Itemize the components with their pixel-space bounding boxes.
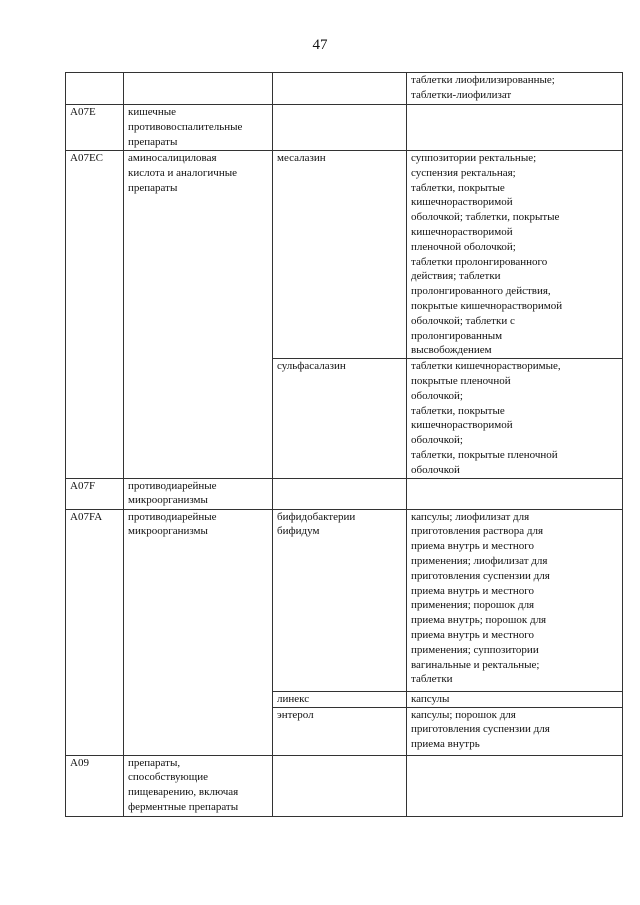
substance-name-cell: месалазин bbox=[273, 151, 407, 359]
dosage-forms-cell: суппозитории ректальные; суспензия ректальная; таблетки, покрытые кишечнорастворимой оболочкой; таблетки, покрытые кишечнорастворимой пленочной оболочкой; таблетки пролонгированного действия; таблетки пролонгированного действия, покрытые кишечнорастворимой оболочкой; таблетки с пролонгированным высвобождением bbox=[407, 151, 623, 359]
table-row bbox=[66, 151, 623, 359]
page-number: 47 bbox=[312, 37, 328, 53]
substance-name-cell bbox=[273, 73, 407, 105]
atc-code-cell bbox=[66, 73, 124, 105]
atc-code-cell: A07F bbox=[66, 478, 124, 509]
table-row bbox=[66, 509, 623, 691]
table-row bbox=[66, 478, 623, 509]
drug-list-table bbox=[65, 72, 623, 817]
dosage-forms-cell: капсулы; порошок для приготовления суспензии для приема внутрь bbox=[407, 707, 623, 755]
substance-name-cell: бифидобактерии бифидум bbox=[273, 509, 407, 691]
table-row bbox=[66, 73, 623, 105]
dosage-forms-cell: капсулы; лиофилизат для приготовления раствора для приема внутрь и местного применения; лиофилизат для приготовления суспензии для приема внутрь и местного применения; порошок для приема внутрь; порошок для приема внутрь и местного применения; суппозитории вагинальные и ректальные; таблетки bbox=[407, 509, 623, 691]
substance-name-cell bbox=[273, 755, 407, 816]
pharmacological-group-cell: противодиарейные микроорганизмы bbox=[124, 478, 273, 509]
pharmacological-group-cell bbox=[124, 73, 273, 105]
atc-code-cell: A07EC bbox=[66, 151, 124, 479]
pharmacological-group-cell: аминосалициловая кислота и аналогичные препараты bbox=[124, 151, 273, 479]
atc-code-cell: A07E bbox=[66, 105, 124, 151]
table-row bbox=[66, 755, 623, 816]
dosage-forms-cell: таблетки лиофилизированные; таблетки-лиофилизат bbox=[407, 73, 623, 105]
dosage-forms-cell: капсулы bbox=[407, 691, 623, 707]
pharmacological-group-cell: препараты, способствующие пищеварению, включая ферментные препараты bbox=[124, 755, 273, 816]
substance-name-cell: сульфасалазин bbox=[273, 359, 407, 478]
substance-name-cell: энтерол bbox=[273, 707, 407, 755]
dosage-forms-cell bbox=[407, 755, 623, 816]
substance-name-cell: линекс bbox=[273, 691, 407, 707]
table-row bbox=[66, 105, 623, 151]
pharmacological-group-cell: противодиарейные микроорганизмы bbox=[124, 509, 273, 755]
substance-name-cell bbox=[273, 478, 407, 509]
substance-name-cell bbox=[273, 105, 407, 151]
dosage-forms-cell: таблетки кишечнорастворимые, покрытые пленочной оболочкой; таблетки, покрытые кишечнорастворимой оболочкой; таблетки, покрытые пленочной оболочкой bbox=[407, 359, 623, 478]
dosage-forms-cell bbox=[407, 478, 623, 509]
atc-code-cell: A07FA bbox=[66, 509, 124, 755]
atc-code-cell: A09 bbox=[66, 755, 124, 816]
pharmacological-group-cell: кишечные противовоспалительные препараты bbox=[124, 105, 273, 151]
dosage-forms-cell bbox=[407, 105, 623, 151]
